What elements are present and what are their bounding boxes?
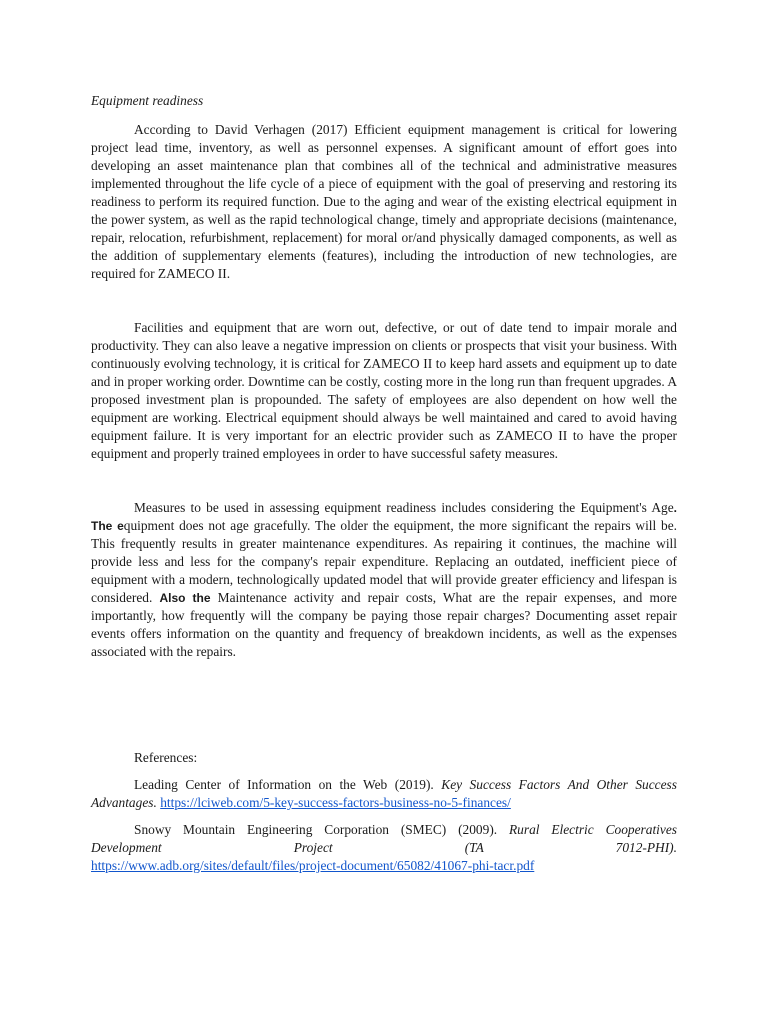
references-title: References: (134, 750, 198, 765)
reference-1-text: Leading Center of Information on the Web (2019). (134, 777, 442, 792)
paragraph-3-bold-also: Also the (159, 591, 211, 605)
reference-2-title-a: Rural Electric Cooperatives (508, 822, 677, 837)
reference-2-line2 (91, 839, 677, 857)
reference-1-link[interactable]: https://lciweb.com/5-key-success-factors-business-no-5-finances/ (160, 795, 511, 810)
reference-2-link[interactable]: https://www.adb.org/sites/default/files/project-document/65082/41067-phi-tacr.pdf (91, 858, 535, 873)
paragraph-3-text-c: Maintenance activity and repair costs, What are the repair expenses, and more importantly, how frequently will the company be paying those repair charges? Documenting asset repair events offers information on the quantity and frequency of breakdown incidents, as well as the expenses associated with the repairs. (91, 590, 677, 659)
reference-1-title: Key Success Factors And Other Success Advantages. (91, 777, 677, 810)
spacer (91, 661, 677, 749)
reference-2 (91, 821, 677, 839)
paragraph-3-bold-lead: The e (91, 519, 124, 533)
reference-2-text: Snowy Mountain Engineering Corporation (SMEC) (2009). (134, 822, 509, 837)
reference-1 (91, 776, 677, 812)
paragraph-3-period: . (673, 501, 677, 515)
reference-2-link-line (91, 857, 677, 875)
section-heading: Equipment readiness (91, 93, 204, 108)
reference-2-title-b: Development Project (TA 7012-PHI). (91, 840, 677, 855)
paragraph-2: Facilities and equipment that are worn out, defective, or out of date tend to impair morale and productivity. They can also leave a negative impression on clients or prospects that visit your business. With continuously evolving technology, it is critical for ZAMECO II to keep hard assets and equipment up to date and in proper working order. Downtime can be costly, costing more in the long run than frequent upgrades. A proposed investment plan is propounded. The safety of employees are also dependent on how well the equipment are working. Electrical equipment should always be well maintained and cared to avoid having equipment failure. It is very important for an electric provider such as ZAMECO II to have the proper equipment and properly trained employees in order to have successful safety measures. (91, 320, 677, 461)
spacer (91, 463, 677, 499)
paragraph-3 (91, 499, 677, 661)
paragraph-3-text-a: Measures to be used in assessing equipment readiness includes considering the Equipment's Age (134, 500, 674, 515)
spacer (91, 283, 677, 319)
paragraph-3-text-b: quipment does not age gracefully. The older the equipment, the more significant the repairs will be. This frequently results in greater maintenance expenditures. As repairing it continues, the machine will provide less and less for the company's repair expenditure. Replacing an outdated, inefficient piece of equipment with a modern, technologically updated model that will provide greater efficiency and lifespan is considered. (91, 518, 677, 605)
document-page (91, 92, 677, 875)
paragraph-1: According to David Verhagen (2017) Efficient equipment management is critical for lowering project lead time, inventory, as well as personnel expenses. A significant amount of effort goes into developing an asset maintenance plan that combines all of the technical and administrative measures implemented throughout the life cycle of a piece of equipment with the goal of preserving and restoring its readiness to perform its required function. Due to the aging and wear of the existing electrical equipment in the power system, as well as the rapid technological change, timely and appropriate decisions (maintenance, repair, relocation, refurbishment, replacement) for moral or/and physically damaged components, as well as the addition of supplementary elements (features), including the introduction of new technologies, are required for ZAMECO II. (91, 122, 677, 281)
